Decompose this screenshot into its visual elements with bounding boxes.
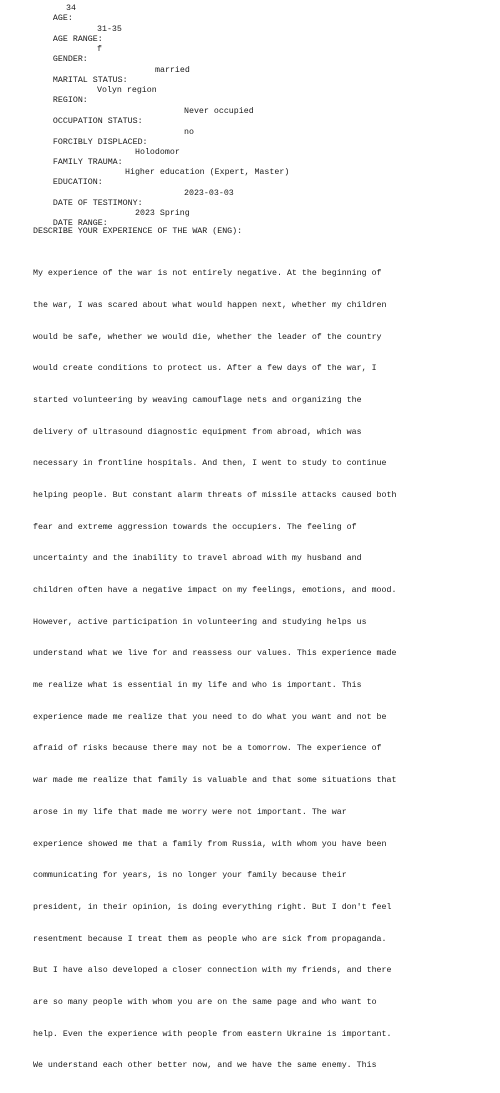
field-value: 31-35 [97,25,122,34]
testimony-line: started volunteering by weaving camouflage nets and organizing the [33,395,362,405]
field-label: DATE OF TESTIMONY: [52,199,143,208]
testimony-line: arose in my life that made me worry were not important. The war [33,807,347,817]
field-value: 2023 Spring [135,209,190,218]
testimony-line: war made me realize that family is valuable and that some situations that [33,776,397,786]
field-value: Higher education (Expert, Master) [125,168,290,177]
field-label: DATE RANGE: [52,219,108,228]
testimony-line: help. Even the experience with people from eastern Ukraine is important. [33,1029,392,1039]
testimony-line: children often have a negative impact on my feelings, emotions, and mood. [33,586,397,595]
testimony-line: fear and extreme aggression towards the occupiers. The feeling of [33,522,357,532]
field-label: REGION: [52,96,88,105]
field-value: f [97,45,102,54]
testimony-line: would be safe, whether we would die, whether the leader of the country [33,332,382,342]
testimony-line: However, active participation in volunteering and studying helps us [33,617,367,627]
testimony-line: helping people. But constant alarm threats of missile attacks caused both [33,490,397,500]
testimony-line: My experience of the war is not entirely negative. At the beginning of [33,269,382,279]
testimony-line: the war, I was scared about what would happen next, whether my children [33,300,387,310]
testimony-line: necessary in frontline hospitals. And then, I went to study to continue [33,459,387,469]
testimony-line: are so many people with whom you are on the same page and who want to [33,997,377,1007]
testimony-line: We understand each other better now, and we have the same enemy. This [33,1061,377,1071]
field-label: AGE: [52,14,73,23]
testimony-text [33,248,473,1093]
field-value: 2023-03-03 [184,189,234,198]
testimony-line: communicating for years, is no longer your family because their [33,871,347,881]
testimony-line: president, in their opinion, is doing everything right. But I don't feel [33,902,392,912]
testimony-line: me realize what is essential in my life and who is important. This [33,681,362,691]
field-value: married [155,66,190,75]
section-heading: DESCRIBE YOUR EXPERIENCE OF THE WAR (ENG): [33,227,243,236]
testimony-line: experience showed me that a family from Russia, with whom you have been [33,839,387,849]
field-label: OCCUPATION STATUS: [52,117,143,126]
testimony-line: understand what we live for and reassess our values. This experience made [33,649,397,659]
testimony-line: afraid of risks because there may not be a tomorrow. The experience of [33,744,382,754]
testimony-line: uncertainty and the inability to travel abroad with my husband and [33,554,362,564]
testimony-line: resentment because I treat them as people who are sick from propaganda. [33,934,387,944]
field-value: Never occupied [184,107,254,116]
field-value: Holodomor [135,148,180,157]
field-value: no [184,128,194,137]
field-label: MARITAL STATUS: [52,76,128,85]
field-label: FAMILY TRAUMA: [52,158,123,167]
field-label: GENDER: [52,55,88,64]
testimony-line: would create conditions to protect us. After a few days of the war, I [33,364,377,374]
testimony-line: delivery of ultrasound diagnostic equipment from abroad, which was [33,427,362,437]
testimony-line: But I have also developed a closer connection with my friends, and there [33,966,392,976]
field-value: 34 [66,4,76,13]
field-label: FORCIBLY DISPLACED: [52,138,148,147]
field-label: AGE RANGE: [52,35,103,44]
field-value: Volyn region [97,86,157,95]
testimony-line: experience made me realize that you need to do what you want and not be [33,712,387,722]
field-label: EDUCATION: [52,178,103,187]
